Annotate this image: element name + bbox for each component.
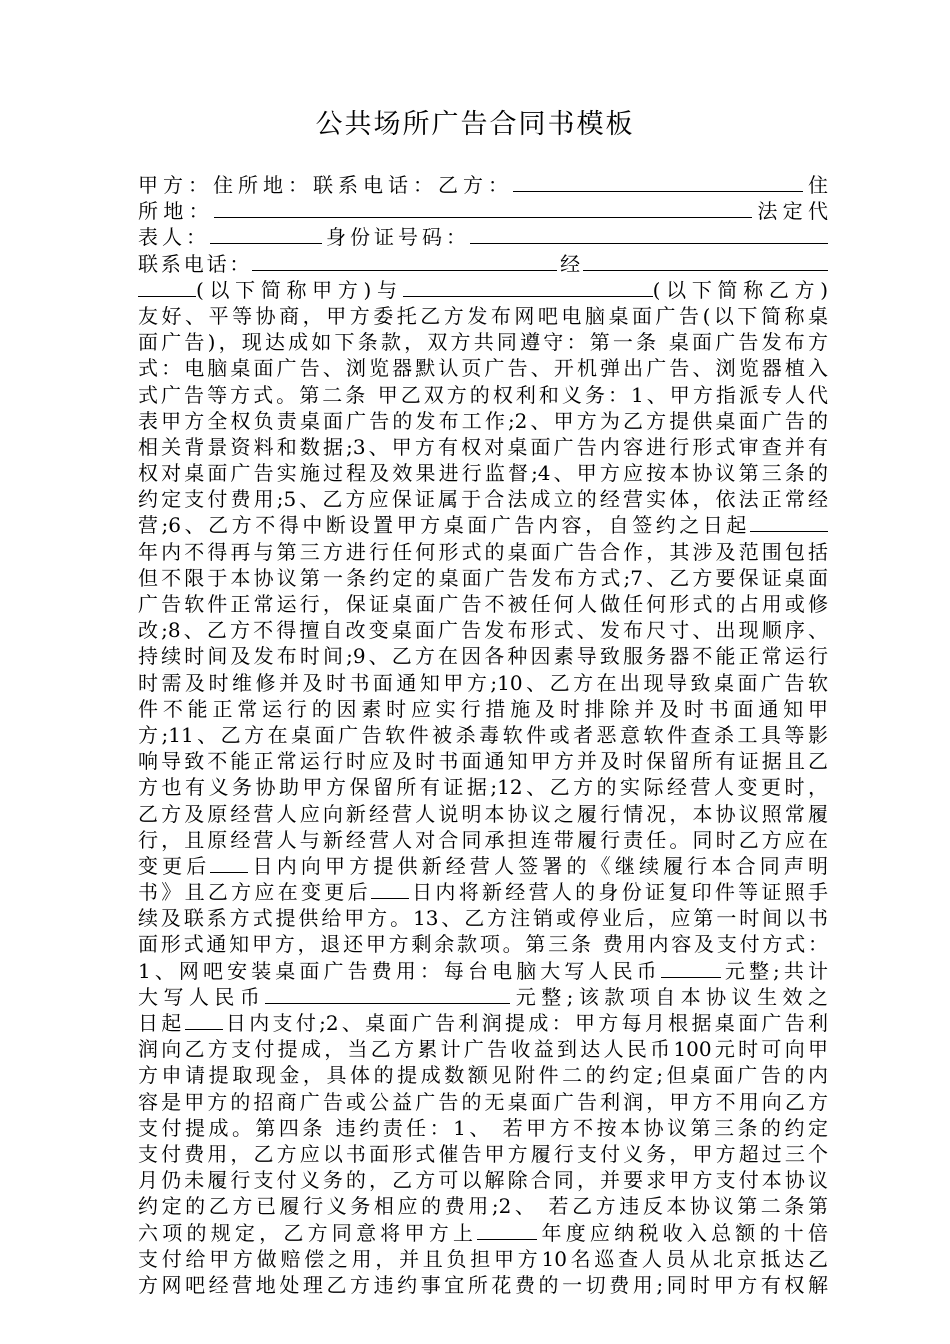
body-line: 年内不得再与第三方进行任何形式的桌面广告合作，其涉及范围包括 — [138, 539, 828, 564]
blank-field — [371, 880, 409, 899]
blank-field — [403, 278, 653, 297]
blank-field — [661, 959, 721, 978]
body-line: 支付给甲方做赔偿之用，并且负担甲方10名巡查人员从北京抵达乙 — [138, 1246, 828, 1271]
body-line: 件不能正常运行的因素时应实行措施及时排除并及时书面通知甲 — [138, 696, 828, 721]
body-line: 约定的乙方已履行义务相应的费用;2、 若乙方违反本协议第二条第 — [138, 1194, 828, 1219]
body-line: 书》且乙方应在变更后 日内将新经营人的身份证复印件等证照手 — [138, 880, 828, 905]
blank-field — [265, 985, 510, 1004]
blank-field — [513, 173, 803, 192]
body-line: 但不限于本协议第一条约定的桌面广告发布方式;7、乙方要保证桌面 — [138, 565, 828, 590]
header-line: (以下简称甲方)与 (以下简称乙方) — [138, 277, 828, 303]
blank-field — [138, 278, 196, 297]
body-line: 行，且原经营人与新经营人对合同承担连带履行责任。同时乙方应在 — [138, 827, 828, 852]
document-title: 公共场所广告合同书模板 — [315, 109, 635, 140]
blank-field — [214, 199, 752, 218]
body-line: 相关背景资料和数据;3、甲方有权对桌面广告内容进行形式审查并有 — [138, 434, 828, 459]
body-line: 润向乙方支付提成，当乙方累计广告收益到达人民币100元时可向甲 — [138, 1037, 828, 1062]
body-line: 续及联系方式提供给甲方。13、乙方注销或停业后，应第一时间以书 — [138, 906, 828, 931]
body-line: 方也有义务协助甲方保留所有证据;12、乙方的实际经营人变更时， — [138, 775, 828, 800]
body-line: 变更后 日内向甲方提供新经营人签署的《继续履行本合同声明 — [138, 853, 828, 878]
body-line: 大写人民币 元整;该款项自本协议生效之 — [138, 984, 828, 1009]
body-line: 乙方及原经营人应向新经营人说明本协议之履行情况，本协议照常履 — [138, 801, 828, 826]
body-line: 友好、平等协商，甲方委托乙方发布网吧电脑桌面广告(以下简称桌 — [138, 303, 828, 328]
blank-field — [470, 225, 828, 244]
body-line: 六项的规定，乙方同意将甲方上 年度应纳税收入总额的十倍 — [138, 1220, 828, 1245]
body-line: 营;6、乙方不得中断设置甲方桌面广告内容，自签约之日起 — [138, 512, 828, 538]
body-line: 改;8、乙方不得擅自改变桌面广告发布形式、发布尺寸、出现顺序、 — [138, 618, 828, 643]
body-line: 权对桌面广告实施过程及效果进行监督;4、甲方应按本协议第三条的 — [138, 461, 828, 486]
body-line: 广告软件正常运行，保证桌面广告不被任何人做任何形式的占用或修 — [138, 592, 828, 616]
body-line: 方;11、乙方在桌面广告软件被杀毒软件或者恶意软件查杀工具等影 — [138, 722, 828, 747]
blank-field — [477, 1221, 537, 1240]
body-line: 式广告等方式。第二条 甲乙双方的权利和义务：1、甲方指派专人代 — [138, 382, 828, 407]
body-line: 方申请提取现金，具体的提成数额见附件二的约定;但桌面广告的内 — [138, 1063, 828, 1088]
body-line: 时需及时维修并及时书面通知甲方;10、乙方在出现导致桌面广告软 — [138, 670, 828, 695]
body-line: 方网吧经营地处理乙方违约事宜所花费的一切费用;同时甲方有权解 — [138, 1272, 828, 1297]
header-line: 联系电话： 经 — [138, 251, 828, 277]
body-line: 容是甲方的招商广告或公益广告的无桌面广告利润，甲方不用向乙方 — [138, 1089, 828, 1114]
contract-body — [138, 172, 828, 1298]
blank-field — [583, 252, 828, 271]
body-line: 日起 日内支付;2、桌面广告利润提成：甲方每月根据桌面广告利 — [138, 1011, 828, 1035]
body-line: 响导致不能正常运行时应及时书面通知甲方并及时保留所有证据且乙 — [138, 749, 828, 774]
body-line: 约定支付费用;5、乙方应保证属于合法成立的经营实体，依法正常经 — [138, 487, 828, 512]
body-line: 持续时间及发布时间;9、乙方在因各种因素导致服务器不能正常运行 — [138, 644, 828, 669]
blank-field — [210, 854, 248, 873]
blank-field — [252, 252, 557, 271]
body-line: 面形式通知甲方，退还甲方剩余款项。第三条 费用内容及支付方式： — [138, 932, 828, 957]
body-line: 月仍未履行支付义务的，乙方可以解除合同，并要求甲方支付本协议 — [138, 1168, 828, 1193]
header-line: 表人： 身份证号码： — [138, 224, 828, 250]
body-line: 面广告)，现达成如下条款，双方共同遵守：第一条 桌面广告发布方 — [138, 330, 828, 355]
header-line: 甲方：住所地：联系电话：乙方： 住 — [138, 173, 828, 197]
body-line: 1、网吧安装桌面广告费用：每台电脑大写人民币 元整;共计 — [138, 958, 828, 983]
body-line: 表甲方全权负责桌面广告的发布工作;2、甲方为乙方提供桌面广告的 — [138, 408, 828, 433]
body-line: 支付费用，乙方应以书面形式催告甲方履行支付义务，甲方超过三个 — [138, 1141, 828, 1166]
blank-field — [210, 225, 322, 244]
body-line: 支付提成。第四条 违约责任：1、 若甲方不按本协议第三条的约定 — [138, 1115, 828, 1140]
body-line: 式：电脑桌面广告、浏览器默认页广告、开机弹出广告、浏览器植入 — [138, 356, 828, 381]
blank-field — [750, 513, 828, 532]
header-line: 所地： 法定代 — [138, 199, 828, 224]
blank-field — [185, 1011, 223, 1030]
